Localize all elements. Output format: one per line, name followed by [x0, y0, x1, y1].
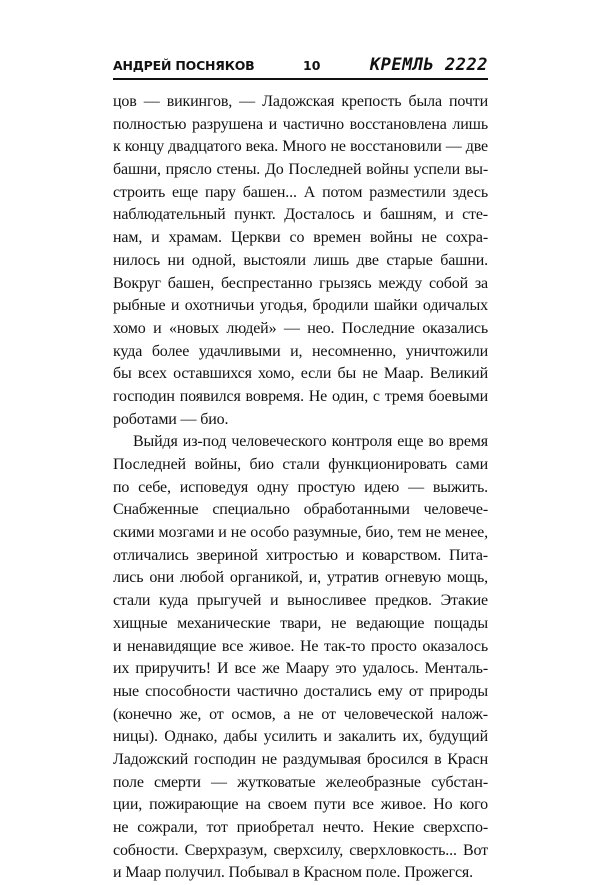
text-line: Вокруг башен, беспрестанно грызясь между собой за [113, 274, 488, 292]
text-line: собности. Сверхразум, сверхсилу, сверхловкость... Вот [113, 841, 488, 859]
text-line: стали куда прыгучей и выносливее предков. Этакие [113, 592, 488, 610]
text-line: и Маар получил. Побывал в Красном поле. Прожегся. [113, 864, 473, 882]
paragraph-first-line: Выйдя из-под человеческого контроля еще во время [133, 433, 488, 451]
text-line: ные способности частично достались ему от природы [113, 682, 488, 700]
text-line: цов — викингов, — Ладожская крепость была почти [113, 93, 488, 110]
text-line: (конечно же, от осмов, а не от человеческой налож- [113, 705, 488, 723]
text-line: ницы). Однако, дабы усилить и закалить их, будущий [113, 728, 488, 746]
text-line: поле смерти — жутковатые желеобразные субстан- [113, 773, 488, 791]
text-line: ции, пожирающие на своем пути все живое. Но кого [113, 796, 488, 814]
header-rule [113, 78, 488, 80]
text-line: лись они любой органикой, и, утратив огневую мощь, [113, 569, 488, 587]
text-line: к концу двадцатого века. Много не восстановили — две [113, 138, 488, 156]
text-line: господин появился вовремя. Не один, с тремя боевыми [113, 387, 488, 405]
running-header [113, 55, 488, 81]
text-line: хищные механические твари, не ведающие пощады [113, 614, 488, 632]
text-line: Снабженные специально обработанными человече- [113, 501, 488, 519]
text-line: отличались звериной хитростью и коварством. Пита- [113, 546, 488, 564]
text-line: нам, и храмам. Церкви со времен войны не сохра- [113, 229, 488, 247]
text-line: рыбные и охотничьи угодья, бродили шайки одичалых [113, 297, 488, 315]
text-line: не сожрали, тот приобретал нечто. Некие сверхспо- [113, 819, 488, 836]
text-line: их приручить! И все же Маару это удалось. Менталь- [113, 660, 488, 678]
text-line: Последней войны, био стали функционировать сами [113, 456, 488, 473]
text-line: бы всех оставшихся хомо, если бы не Маар. Великий [113, 365, 488, 383]
text-line: нилось ни одной, выстояли лишь две старые башни. [113, 251, 488, 269]
text-line: скими мозгами и не особо разумные, био, тем не менее, [113, 524, 488, 542]
header-author: АНДРЕЙ ПОСНЯКОВ [113, 58, 255, 73]
text-line: полностью разрушена и частично восстановлена лишь [113, 115, 488, 133]
body-text [113, 91, 488, 885]
text-line: хомо и «новых людей» — нео. Последние оказались [113, 319, 488, 337]
page-number: 10 [303, 58, 321, 73]
text-line: и ненавидящие все живое. Не так-то просто оказалось [113, 637, 488, 655]
text-line: башни, прясло стены. До Последней войны успели вы- [113, 161, 488, 179]
text-line: куда более удачливыми и, несомненно, уничтожили [113, 342, 488, 360]
header-book-title: КРЕМЛЬ 2222 [369, 55, 488, 75]
text-line: наблюдательный пункт. Досталось и башням, и сте- [113, 206, 488, 224]
text-line: по себе, исповедуя одну простую идею — выжить. [113, 478, 488, 496]
text-line: строить еще пару башен... А потом разместили здесь [113, 183, 488, 201]
text-line: Ладожский господин не раздумывая бросился в Красн [113, 750, 488, 768]
paragraph-end-line: роботами — био. [113, 410, 229, 428]
